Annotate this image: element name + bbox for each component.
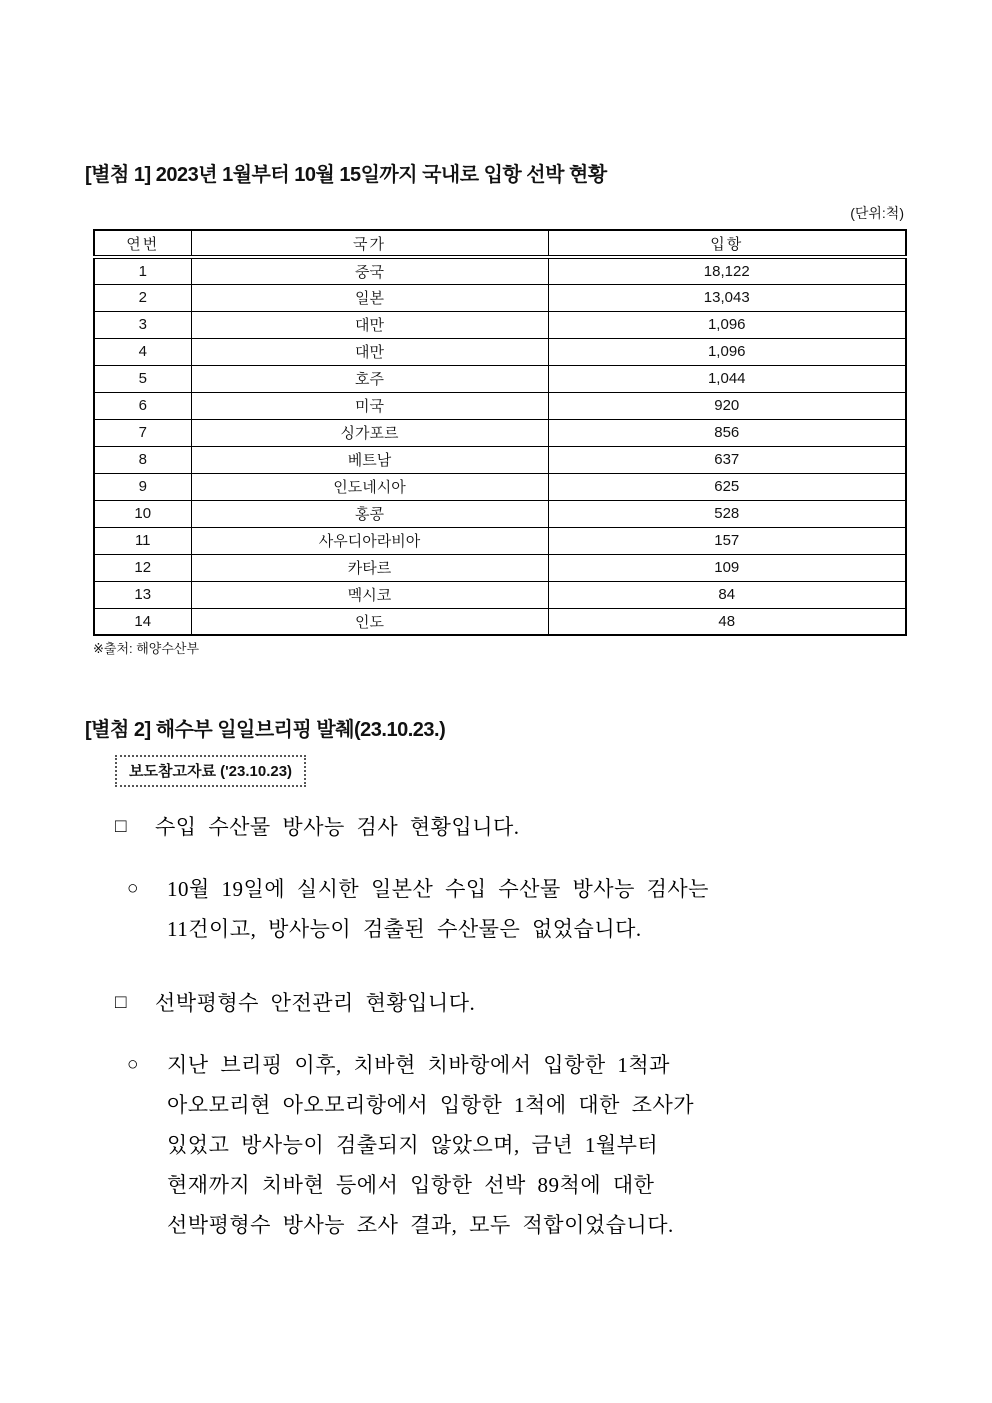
table-row: [94, 446, 906, 473]
row-number-cell: 1: [94, 257, 191, 284]
table-row: [94, 581, 906, 608]
table-row: [94, 527, 906, 554]
table-body: [94, 257, 906, 635]
country-cell: 대만: [191, 311, 548, 338]
arrivals-cell: 528: [548, 500, 906, 527]
table-row: [94, 338, 906, 365]
header-country: 국가: [191, 230, 548, 257]
country-cell: 베트남: [191, 446, 548, 473]
arrivals-cell: 13,043: [548, 284, 906, 311]
circle-bullet-icon: ○: [127, 1054, 139, 1075]
table-row: [94, 284, 906, 311]
paragraph-line: 아오모리현 아오모리항에서 입항한 1척에 대한 조사가: [167, 1093, 695, 1117]
arrivals-cell: 625: [548, 473, 906, 500]
attachment1-title: [별첨 1] 2023년 1월부터 10월 15일까지 국내로 입항 선박 현황: [85, 164, 607, 186]
row-number-cell: 10: [94, 500, 191, 527]
paragraph-line: 있었고 방사능이 검출되지 않았으며, 금년 1월부터: [167, 1133, 659, 1157]
circle-bullet-icon: ○: [127, 878, 139, 899]
paragraph-text: [167, 1045, 902, 1245]
country-cell: 사우디아라비아: [191, 527, 548, 554]
table-row: [94, 311, 906, 338]
arrivals-cell: 18,122: [548, 257, 906, 284]
paragraph-line: 수입 수산물 방사능 검사 현황입니다.: [155, 815, 520, 839]
table-header-row: [94, 230, 906, 257]
country-cell: 멕시코: [191, 581, 548, 608]
press-reference-stamp: 보도참고자료 ('23.10.23): [115, 755, 306, 787]
row-number-cell: 9: [94, 473, 191, 500]
table-row: [94, 500, 906, 527]
country-cell: 미국: [191, 392, 548, 419]
briefing-paragraph: [115, 983, 902, 1023]
row-number-cell: 11: [94, 527, 191, 554]
row-number-cell: 12: [94, 554, 191, 581]
paragraph-line: 현재까지 치바현 등에서 입항한 선박 89척에 대한: [167, 1173, 655, 1197]
country-cell: 호주: [191, 365, 548, 392]
table-row: [94, 473, 906, 500]
arrivals-cell: 920: [548, 392, 906, 419]
paragraph-line: 선박평형수 방사능 조사 결과, 모두 적합이었습니다.: [167, 1213, 674, 1237]
arrivals-cell: 109: [548, 554, 906, 581]
country-cell: 싱가포르: [191, 419, 548, 446]
arrivals-cell: 1,044: [548, 365, 906, 392]
row-number-cell: 8: [94, 446, 191, 473]
paragraph-text: [155, 983, 902, 1023]
row-number-cell: 13: [94, 581, 191, 608]
row-number-cell: 3: [94, 311, 191, 338]
header-number: 연번: [94, 230, 191, 257]
arrivals-cell: 84: [548, 581, 906, 608]
ship-arrivals-table: [93, 229, 907, 636]
square-bullet-icon: □: [115, 816, 127, 837]
source-note: ※출처: 해양수산부: [93, 641, 200, 656]
table-row: [94, 608, 906, 635]
country-cell: 인도: [191, 608, 548, 635]
row-number-cell: 7: [94, 419, 191, 446]
country-cell: 인도네시아: [191, 473, 548, 500]
arrivals-cell: 48: [548, 608, 906, 635]
country-cell: 일본: [191, 284, 548, 311]
row-number-cell: 6: [94, 392, 191, 419]
unit-note: (단위:척): [850, 205, 904, 221]
country-cell: 대만: [191, 338, 548, 365]
table-row: [94, 419, 906, 446]
arrivals-cell: 157: [548, 527, 906, 554]
arrivals-cell: 856: [548, 419, 906, 446]
attachment2-title: [별첨 2] 해수부 일일브리핑 발췌(23.10.23.): [85, 719, 446, 741]
arrivals-cell: 1,096: [548, 338, 906, 365]
table-row: [94, 392, 906, 419]
table-row: [94, 257, 906, 284]
row-number-cell: 14: [94, 608, 191, 635]
paragraph-text: [155, 807, 902, 847]
square-bullet-icon: □: [115, 992, 127, 1013]
arrivals-cell: 637: [548, 446, 906, 473]
briefing-paragraph: [127, 869, 902, 949]
country-cell: 중국: [191, 257, 548, 284]
paragraph-text: [167, 869, 902, 949]
row-number-cell: 4: [94, 338, 191, 365]
row-number-cell: 5: [94, 365, 191, 392]
row-number-cell: 2: [94, 284, 191, 311]
table-row: [94, 365, 906, 392]
header-arrivals: 입항: [548, 230, 906, 257]
table-row: [94, 554, 906, 581]
paragraph-line: 선박평형수 안전관리 현황입니다.: [155, 991, 476, 1015]
paragraph-line: 10월 19일에 실시한 일본산 수입 수산물 방사능 검사는: [167, 877, 709, 901]
briefing-paragraph: [115, 807, 902, 847]
country-cell: 카타르: [191, 554, 548, 581]
paragraph-line: 11건이고, 방사능이 검출된 수산물은 없었습니다.: [167, 917, 642, 941]
briefing-paragraphs: [115, 807, 902, 1245]
arrivals-cell: 1,096: [548, 311, 906, 338]
paragraph-line: 지난 브리핑 이후, 치바현 치바항에서 입항한 1척과: [167, 1053, 670, 1077]
country-cell: 홍콩: [191, 500, 548, 527]
briefing-paragraph: [127, 1045, 902, 1245]
